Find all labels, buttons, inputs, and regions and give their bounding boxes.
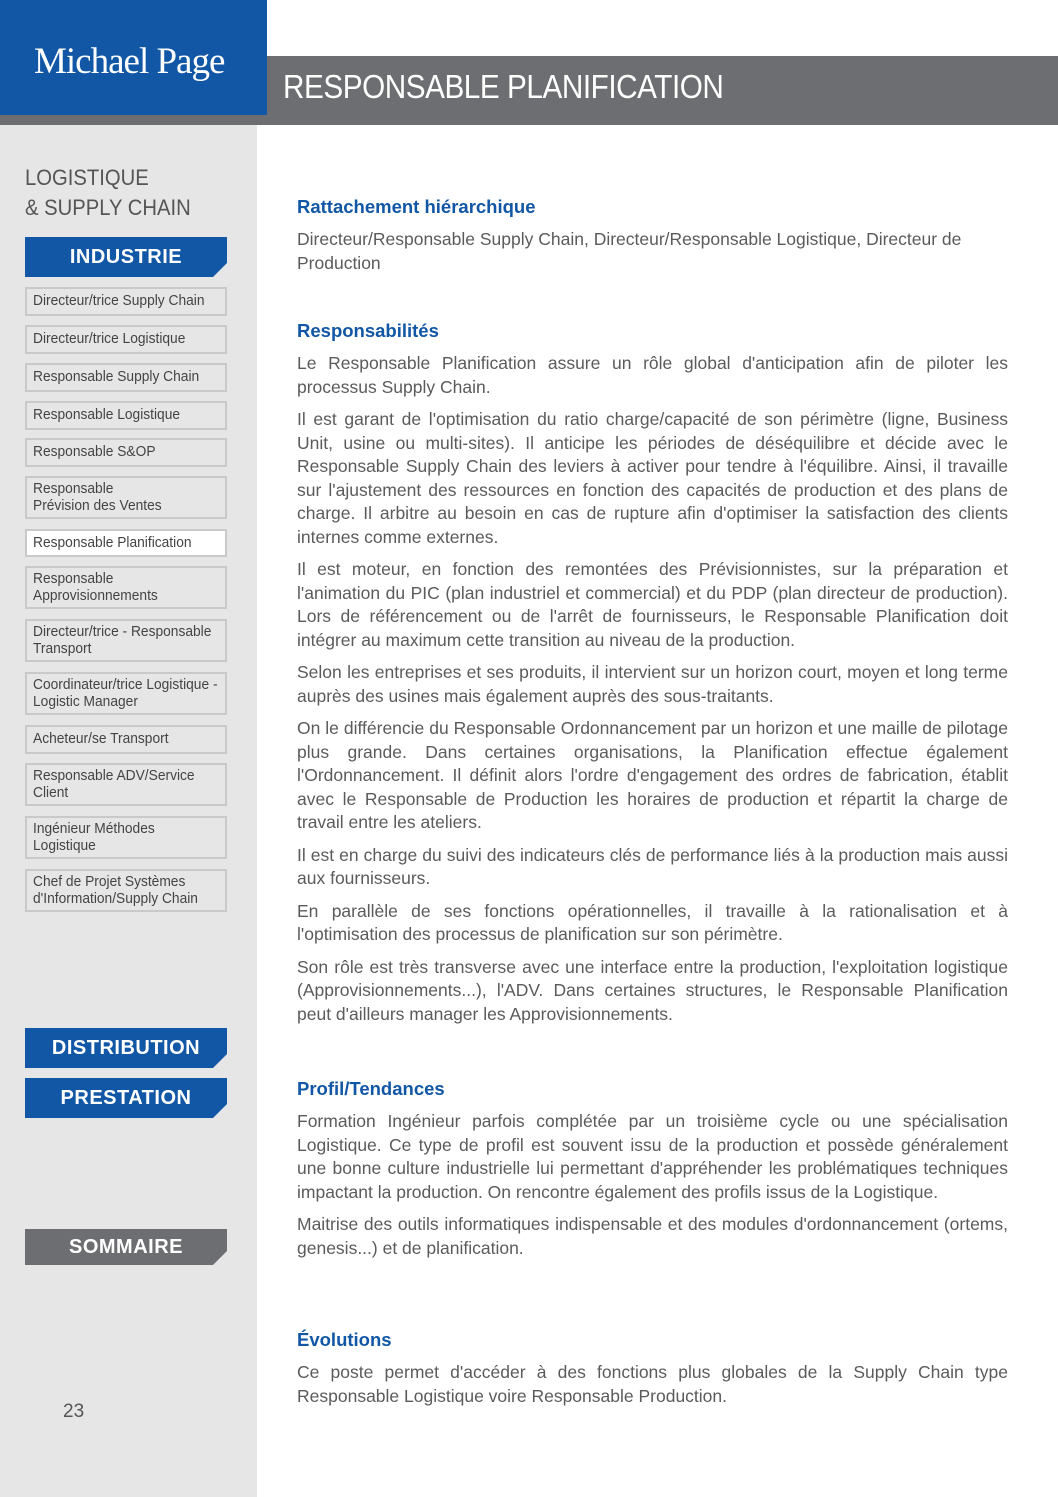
- sidebar-item-coordinateur-logistique[interactable]: [25, 672, 227, 715]
- sidebar-item-responsable-supply-chain[interactable]: [25, 363, 227, 392]
- paragraph: Il est moteur, en fonction des remontées des Prévisionnistes, sur la préparation et l'animation du PIC (plan industriel et commercial) et du PDP (plan directeur de production). Lors de référencement ou de l'arrêt de fournisseurs, le Responsable Planification doit intégrer au maximum cette transition au niveau de la production.: [297, 559, 1008, 650]
- paragraph: Maitrise des outils informatiques indispensable et des modules d'ordonnancement (ortems, genesis...) et de planification.: [297, 1214, 1008, 1258]
- category-line-1: LOGISTIQUE: [25, 165, 149, 190]
- section-distribution-button[interactable]: DISTRIBUTION: [25, 1028, 227, 1068]
- sidebar-item-responsable-adv[interactable]: [25, 763, 227, 806]
- sidebar-item-label: Responsable S&OP: [33, 444, 156, 460]
- section-title: Responsabilités: [297, 320, 439, 341]
- sidebar-item-responsable-logistique[interactable]: [25, 401, 227, 430]
- sidebar-item-label: Responsable Supply Chain: [33, 369, 200, 385]
- category-title: [25, 163, 191, 223]
- title-bar: [267, 56, 1058, 115]
- sidebar-item-chef-de-projet[interactable]: [25, 869, 227, 912]
- sidebar-item-label: Coordinateur/trice Logistique - Logistic Manager: [33, 676, 218, 710]
- michael-page-logo: Michael Page: [34, 41, 225, 82]
- section-prestation-button[interactable]: PRESTATION: [25, 1078, 227, 1118]
- paragraph: On le différencie du Responsable Ordonnancement par un horizon et une maille de pilotage plus grande. Dans certaines organisations, la Planification effectue également l'Ordonnancement. Il définit alors l'ordre d'engagement des ordres de fabrication, établit avec le Responsable de Production les horaires de production et répartit la charge de travail entre les ateliers.: [297, 718, 1008, 832]
- sidebar-item-directeur-supply-chain[interactable]: [25, 287, 227, 316]
- paragraph: Formation Ingénieur parfois complétée par un troisième cycle ou une spécialisation Logistique. Ce type de profil est souvent issu de la production et possède généralement une bonne culture industrielle lui permettant d'appréhender les problématiques techniques impactant la production. On rencontre également des profils issus de la Logistique.: [297, 1111, 1008, 1202]
- paragraph: Son rôle est très transverse avec une interface entre la production, l'exploitation logistique (Approvisionnements...), l'ADV. Dans certaines structures, le Responsable Planification peut d'ailleurs manager les Approvisionnements.: [297, 956, 1008, 1024]
- page-title: RESPONSABLE PLANIFICATION: [283, 68, 724, 105]
- sidebar-item-responsable-approvisionnements[interactable]: [25, 566, 227, 609]
- sidebar-item-responsable-sop[interactable]: [25, 438, 227, 467]
- section-title: Profil/Tendances: [297, 1078, 445, 1099]
- section-responsabilites: [297, 320, 1008, 1035]
- paragraph: Ce poste permet d'accéder à des fonctions plus globales de la Supply Chain type Responsable Logistique voire Responsable Production.: [297, 1362, 1008, 1406]
- sommaire-button[interactable]: SOMMAIRE: [25, 1229, 227, 1265]
- section-industrie-button[interactable]: INDUSTRIE: [25, 237, 227, 277]
- sidebar-item-label: Directeur/trice - Responsable Transport: [33, 623, 212, 657]
- logo-block[interactable]: [0, 0, 267, 115]
- sidebar-item-label: Chef de Projet Systèmes d'Information/Supply Chain: [33, 873, 198, 907]
- paragraph: Il est en charge du suivi des indicateurs clés de performance liés à la production mais aussi aux fournisseurs.: [297, 844, 1008, 888]
- sidebar-item-label: Responsable Planification: [33, 534, 192, 551]
- sidebar-item-label: Ingénieur Méthodes Logistique: [33, 820, 155, 854]
- sidebar-item-ingenieur-methodes[interactable]: [25, 816, 227, 859]
- section-profil: [297, 1078, 1008, 1269]
- sidebar-item-label: Responsable Logistique: [33, 407, 181, 423]
- page-number: 23: [63, 1401, 85, 1422]
- sidebar-item-responsable-prevision[interactable]: [25, 476, 227, 519]
- paragraph: Selon les entreprises et ses produits, il intervient sur un horizon court, moyen et long terme auprès des usines mais également auprès des sous-traitants.: [297, 662, 1008, 706]
- paragraph: En parallèle de ses fonctions opérationnelles, il travaille à la rationalisation et à l'optimisation des processus de planification sur son périmètre.: [297, 900, 1008, 944]
- sidebar-item-label: Directeur/trice Logistique: [33, 331, 186, 347]
- sidebar-item-label: Directeur/trice Supply Chain: [33, 293, 205, 309]
- paragraph: Il est garant de l'optimisation du ratio charge/capacité de son périmètre (ligne, Business Unit, usine ou multi-sites). Il anticipe les périodes de déséquilibre et décide avec le Responsable Supply Chain des leviers à activer pour tendre à l'équilibre. Ainsi, il travaille sur l'ajustement des ressources en fonction des capacités de production et des plans de charge. Il arbitre au besoin en cas de rupture afin d'optimiser la satisfaction des clients internes comme externes.: [297, 409, 1008, 547]
- section-rattachement: [297, 196, 1008, 284]
- paragraph: Directeur/Responsable Supply Chain, Directeur/Responsable Logistique, Directeur de Production: [297, 229, 962, 273]
- sidebar-item-acheteur-transport[interactable]: [25, 725, 227, 754]
- sidebar-item-directeur-transport[interactable]: [25, 619, 227, 662]
- sidebar-item-label: Responsable Prévision des Ventes: [33, 480, 162, 514]
- sidebar-item-label: Acheteur/se Transport: [33, 731, 169, 747]
- section-evolutions: [297, 1329, 1008, 1417]
- section-title: Rattachement hiérarchique: [297, 196, 536, 217]
- sidebar-item-label: Responsable Approvisionnements: [33, 570, 158, 604]
- header-divider: [0, 115, 1058, 125]
- sidebar-item-responsable-planification[interactable]: [25, 529, 227, 557]
- sidebar-item-directeur-logistique[interactable]: [25, 325, 227, 354]
- category-line-2: & SUPPLY CHAIN: [25, 195, 191, 220]
- sidebar-item-label: Responsable ADV/Service Client: [33, 767, 195, 801]
- paragraph: Le Responsable Planification assure un rôle global d'anticipation afin de piloter les processus Supply Chain.: [297, 353, 1008, 397]
- section-title: Évolutions: [297, 1329, 392, 1350]
